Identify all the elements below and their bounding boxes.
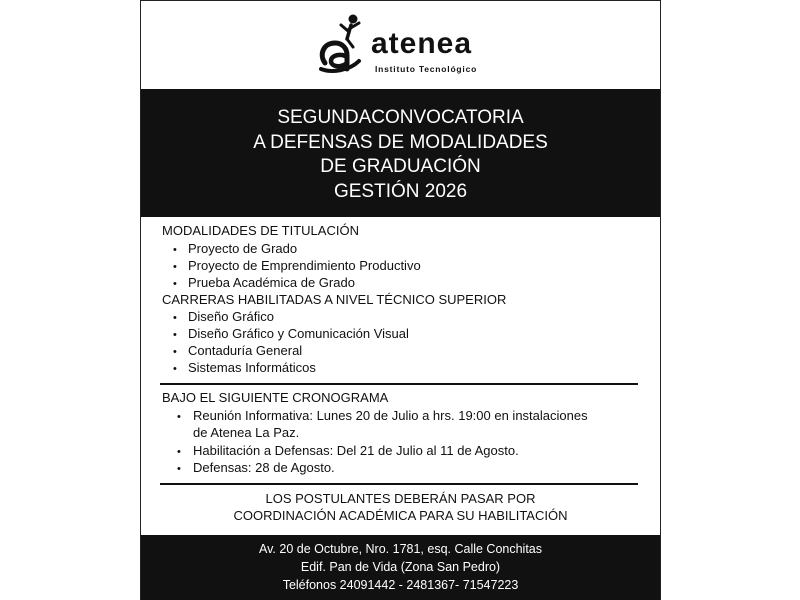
content bbox=[141, 217, 660, 535]
bullet-icon: • bbox=[173, 346, 177, 358]
atenea-logo bbox=[317, 11, 487, 77]
header bbox=[141, 1, 660, 89]
bullet-icon: • bbox=[173, 329, 177, 341]
list-item: • Prueba Académica de Grado bbox=[173, 274, 355, 293]
list-item: • Contaduría General bbox=[173, 342, 302, 361]
bullet-icon: • bbox=[173, 312, 177, 324]
convocatoria-flyer bbox=[140, 0, 661, 600]
title-line-1: SEGUNDACONVOCATORIA bbox=[277, 107, 524, 128]
brand-subtitle: Instituto Tecnológico bbox=[375, 64, 478, 74]
bullet-icon: • bbox=[173, 244, 177, 256]
bullet-icon: • bbox=[177, 411, 181, 423]
list-item: • Habilitación a Defensas: Del 21 de Julio al 11 de Agosto. bbox=[177, 442, 519, 461]
brand-name: atenea bbox=[371, 27, 473, 60]
atenea-emblem-icon bbox=[317, 11, 373, 77]
bullet-icon: • bbox=[173, 261, 177, 273]
footer-address: Av. 20 de Octubre, Nro. 1781, esq. Calle Conchitas bbox=[258, 542, 543, 556]
footer bbox=[141, 535, 660, 600]
modalidades-heading: MODALIDADES DE TITULACIÓN bbox=[162, 223, 359, 238]
list-item: • Proyecto de Emprendimiento Productivo bbox=[173, 257, 421, 276]
title-line-4: GESTIÓN 2026 bbox=[333, 181, 468, 202]
notice-line-2: COORDINACIÓN ACADÉMICA PARA SU HABILITACIÓN bbox=[233, 508, 568, 523]
title-line-2: A DEFENSAS DE MODALIDADES bbox=[253, 132, 548, 153]
list-item: • Defensas: 28 de Agosto. bbox=[177, 459, 335, 478]
bullet-icon: • bbox=[177, 446, 181, 458]
bullet-icon: • bbox=[173, 363, 177, 375]
footer-building: Edif. Pan de Vida (Zona San Pedro) bbox=[300, 560, 501, 574]
list-item: • Sistemas Informáticos bbox=[173, 359, 316, 378]
list-item-continuation: de Atenea La Paz. bbox=[193, 425, 300, 440]
list-item: • Proyecto de Grado bbox=[173, 240, 297, 259]
footer-phones: Teléfonos 24091442 - 2481367- 71547223 bbox=[282, 578, 519, 592]
bullet-icon: • bbox=[177, 463, 181, 475]
list-item: • Diseño Gráfico y Comunicación Visual bbox=[173, 325, 409, 344]
carreras-heading: CARRERAS HABILITADAS A NIVEL TÉCNICO SUPERIOR bbox=[162, 292, 507, 307]
list-item: • Diseño Gráfico bbox=[173, 308, 274, 327]
list-item: • Reunión Informativa: Lunes 20 de Julio a hrs. 19:00 en instalaciones bbox=[177, 407, 588, 426]
divider bbox=[160, 383, 638, 385]
cronograma-heading: BAJO EL SIGUIENTE CRONOGRAMA bbox=[162, 390, 389, 405]
divider bbox=[160, 483, 638, 485]
notice-line-1: LOS POSTULANTES DEBERÁN PASAR POR bbox=[265, 491, 536, 506]
title-band bbox=[141, 89, 660, 217]
bullet-icon: • bbox=[173, 278, 177, 290]
title-line-3: DE GRADUACIÓN bbox=[320, 156, 481, 177]
